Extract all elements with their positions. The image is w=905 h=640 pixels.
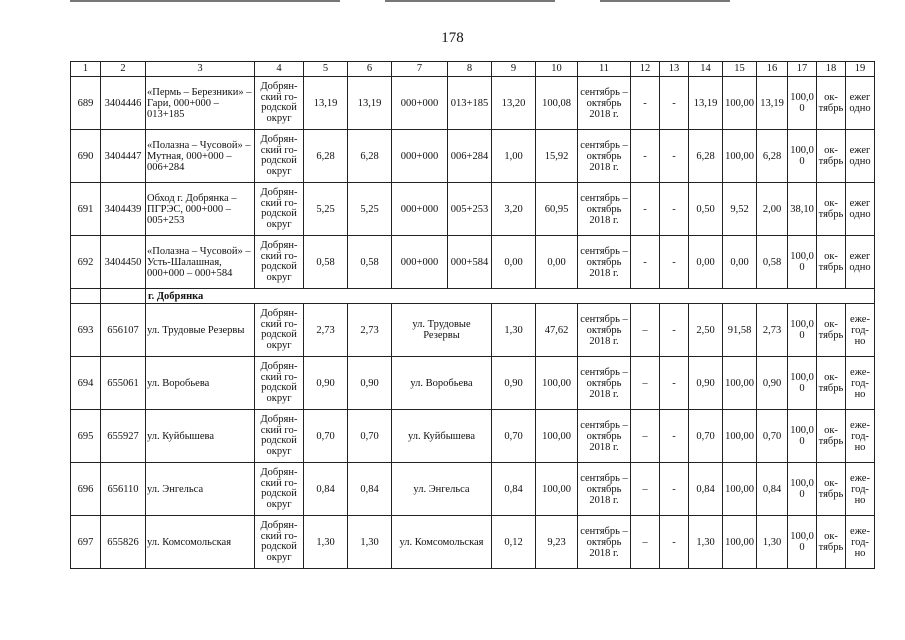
cell-col15: 100,00 [723,463,757,516]
cell-col12: - [631,130,660,183]
road-code: 656107 [101,304,146,357]
cell-col17: 100,0 0 [788,130,817,183]
cell-col19: ежег одно [846,77,875,130]
cell-col10: 47,62 [536,304,578,357]
table-row [71,130,875,183]
row-number: 690 [71,130,101,183]
cell-col15: 9,52 [723,183,757,236]
cell-col16: 2,00 [757,183,788,236]
cell-col10: 9,23 [536,516,578,569]
road-name: «Пермь – Березники» – Гари, 000+000 – 013+185 [146,77,255,130]
row-number: 697 [71,516,101,569]
cell-col6: 6,28 [348,130,392,183]
empty-cell [71,289,101,304]
cell-col18: ок-тябрь [817,304,846,357]
cell-col7: 000+000 [392,236,448,289]
road-name: ул. Энгельса [146,463,255,516]
cell-col7: 000+000 [392,130,448,183]
table-row [71,410,875,463]
column-header: 17 [788,62,817,77]
cell-col6: 0,84 [348,463,392,516]
cell-col13: - [660,516,689,569]
column-header: 4 [255,62,304,77]
cell-col13: - [660,183,689,236]
cell-col11: сентябрь – октябрь 2018 г. [578,130,631,183]
cell-col9: 0,90 [492,357,536,410]
cell-col11: сентябрь – октябрь 2018 г. [578,236,631,289]
cell-col11: сентябрь – октябрь 2018 г. [578,304,631,357]
cell-col16: 0,90 [757,357,788,410]
cell-col14: 2,50 [689,304,723,357]
cell-col14: 0,00 [689,236,723,289]
cell-col7: 000+000 [392,77,448,130]
column-header: 13 [660,62,689,77]
cell-col13: - [660,304,689,357]
table-row [71,463,875,516]
cell-col17: 100,0 0 [788,357,817,410]
row-number: 691 [71,183,101,236]
row-number: 694 [71,357,101,410]
cell-col16: 0,58 [757,236,788,289]
road-code: 3404439 [101,183,146,236]
road-name: ул. Комсомольская [146,516,255,569]
row-number: 693 [71,304,101,357]
cell-col14: 0,84 [689,463,723,516]
table-row [71,304,875,357]
column-header: 15 [723,62,757,77]
cell-col13: - [660,410,689,463]
cell-col10: 100,00 [536,463,578,516]
table-row [71,77,875,130]
cell-col6: 5,25 [348,183,392,236]
cell-col7-8: ул. Трудовые Резервы [392,304,492,357]
cell-col5: 13,19 [304,77,348,130]
cell-col9: 1,00 [492,130,536,183]
column-header: 1 [71,62,101,77]
scan-edge-line [70,0,340,2]
cell-col18: ок-тябрь [817,77,846,130]
cell-col19: ежег одно [846,183,875,236]
column-header: 6 [348,62,392,77]
cell-col18: ок-тябрь [817,130,846,183]
cell-col12: – [631,410,660,463]
cell-col14: 0,70 [689,410,723,463]
cell-col9: 0,12 [492,516,536,569]
cell-col5: 6,28 [304,130,348,183]
cell-col19: еже-год-но [846,304,875,357]
cell-col19: ежег одно [846,236,875,289]
cell-col6: 13,19 [348,77,392,130]
road-owner: Добрян-ский го-родской округ [255,77,304,130]
cell-col17: 100,0 0 [788,516,817,569]
cell-col7-8: ул. Комсомольская [392,516,492,569]
cell-col15: 100,00 [723,410,757,463]
cell-col14: 13,19 [689,77,723,130]
cell-col12: – [631,357,660,410]
cell-col5: 0,90 [304,357,348,410]
cell-col6: 2,73 [348,304,392,357]
road-name: Обход г. Добрянка – ПГРЭС, 000+000 – 005+253 [146,183,255,236]
cell-col9: 1,30 [492,304,536,357]
cell-col11: сентябрь – октябрь 2018 г. [578,357,631,410]
cell-col6: 0,70 [348,410,392,463]
cell-col9: 0,00 [492,236,536,289]
cell-col13: - [660,130,689,183]
road-name: ул. Куйбышева [146,410,255,463]
cell-col15: 100,00 [723,77,757,130]
cell-col12: – [631,304,660,357]
cell-col6: 0,90 [348,357,392,410]
cell-col5: 5,25 [304,183,348,236]
cell-col10: 100,08 [536,77,578,130]
column-header: 2 [101,62,146,77]
cell-col17: 38,10 [788,183,817,236]
cell-col13: - [660,77,689,130]
table-row [71,516,875,569]
cell-col19: еже-год-но [846,516,875,569]
road-owner: Добрян-ский го-родской округ [255,236,304,289]
cell-col9: 3,20 [492,183,536,236]
cell-col5: 0,84 [304,463,348,516]
road-code: 3404446 [101,77,146,130]
empty-cell [101,289,146,304]
cell-col6: 0,58 [348,236,392,289]
scan-edge-line [385,0,555,2]
cell-col19: еже-год-но [846,463,875,516]
cell-col7-8: ул. Куйбышева [392,410,492,463]
column-header: 10 [536,62,578,77]
cell-col11: сентябрь – октябрь 2018 г. [578,183,631,236]
road-owner: Добрян-ский го-родской округ [255,130,304,183]
cell-col15: 100,00 [723,357,757,410]
road-name: ул. Воробьева [146,357,255,410]
cell-col12: - [631,77,660,130]
cell-col17: 100,0 0 [788,463,817,516]
cell-col8: 005+253 [448,183,492,236]
column-header: 5 [304,62,348,77]
cell-col14: 0,90 [689,357,723,410]
cell-col16: 0,70 [757,410,788,463]
cell-col8: 013+185 [448,77,492,130]
table-row [71,236,875,289]
cell-col5: 0,70 [304,410,348,463]
column-header: 8 [448,62,492,77]
column-header: 9 [492,62,536,77]
cell-col19: еже-год-но [846,357,875,410]
column-header: 16 [757,62,788,77]
cell-col12: - [631,183,660,236]
table-row [71,357,875,410]
scan-edge-line [600,0,730,2]
cell-col15: 0,00 [723,236,757,289]
row-number: 692 [71,236,101,289]
section-row [71,289,875,304]
cell-col17: 100,0 0 [788,236,817,289]
road-code: 655927 [101,410,146,463]
cell-col16: 1,30 [757,516,788,569]
cell-col8: 000+584 [448,236,492,289]
cell-col9: 0,70 [492,410,536,463]
cell-col17: 100,0 0 [788,77,817,130]
cell-col14: 6,28 [689,130,723,183]
cell-col7-8: ул. Энгельса [392,463,492,516]
cell-col6: 1,30 [348,516,392,569]
column-header: 11 [578,62,631,77]
cell-col10: 15,92 [536,130,578,183]
column-header: 19 [846,62,875,77]
cell-col16: 0,84 [757,463,788,516]
cell-col18: ок-тябрь [817,410,846,463]
cell-col5: 0,58 [304,236,348,289]
cell-col9: 0,84 [492,463,536,516]
cell-col13: - [660,463,689,516]
road-owner: Добрян-ский го-родской округ [255,357,304,410]
cell-col18: ок-тябрь [817,236,846,289]
cell-col16: 13,19 [757,77,788,130]
column-header: 12 [631,62,660,77]
cell-col12: – [631,463,660,516]
road-owner: Добрян-ский го-родской округ [255,410,304,463]
cell-col10: 0,00 [536,236,578,289]
column-header: 14 [689,62,723,77]
cell-col19: ежег одно [846,130,875,183]
cell-col15: 91,58 [723,304,757,357]
cell-col13: - [660,357,689,410]
cell-col16: 6,28 [757,130,788,183]
row-number: 695 [71,410,101,463]
column-header: 7 [392,62,448,77]
row-number: 689 [71,77,101,130]
cell-col12: – [631,516,660,569]
road-name: «Полазна – Чусовой» – Мутная, 000+000 – 006+284 [146,130,255,183]
cell-col18: ок-тябрь [817,463,846,516]
cell-col17: 100,0 0 [788,410,817,463]
roads-table [70,61,875,569]
cell-col16: 2,73 [757,304,788,357]
header-row [71,62,875,77]
page-number: 178 [441,30,464,46]
cell-col14: 1,30 [689,516,723,569]
cell-col11: сентябрь – октябрь 2018 г. [578,77,631,130]
cell-col15: 100,00 [723,516,757,569]
road-name: «Полазна – Чусовой» – Усть-Шалашная, 000+000 – 000+584 [146,236,255,289]
cell-col10: 60,95 [536,183,578,236]
road-owner: Добрян-ский го-родской округ [255,183,304,236]
cell-col7-8: ул. Воробьева [392,357,492,410]
cell-col11: сентябрь – октябрь 2018 г. [578,516,631,569]
cell-col15: 100,00 [723,130,757,183]
cell-col10: 100,00 [536,410,578,463]
table-row [71,183,875,236]
cell-col19: еже-год-но [846,410,875,463]
cell-col10: 100,00 [536,357,578,410]
road-owner: Добрян-ский го-родской округ [255,304,304,357]
road-name: ул. Трудовые Резервы [146,304,255,357]
cell-col5: 2,73 [304,304,348,357]
cell-col18: ок-тябрь [817,357,846,410]
column-header: 3 [146,62,255,77]
cell-col8: 006+284 [448,130,492,183]
cell-col5: 1,30 [304,516,348,569]
cell-col13: - [660,236,689,289]
road-code: 655061 [101,357,146,410]
cell-col18: ок-тябрь [817,183,846,236]
cell-col18: ок-тябрь [817,516,846,569]
road-code: 655826 [101,516,146,569]
cell-col14: 0,50 [689,183,723,236]
column-header: 18 [817,62,846,77]
cell-col12: - [631,236,660,289]
road-code: 656110 [101,463,146,516]
cell-col11: сентябрь – октябрь 2018 г. [578,410,631,463]
road-owner: Добрян-ский го-родской округ [255,516,304,569]
row-number: 696 [71,463,101,516]
section-title: г. Добрянка [146,289,875,304]
road-code: 3404447 [101,130,146,183]
cell-col7: 000+000 [392,183,448,236]
cell-col9: 13,20 [492,77,536,130]
cell-col17: 100,0 0 [788,304,817,357]
road-code: 3404450 [101,236,146,289]
cell-col11: сентябрь – октябрь 2018 г. [578,463,631,516]
road-owner: Добрян-ский го-родской округ [255,463,304,516]
